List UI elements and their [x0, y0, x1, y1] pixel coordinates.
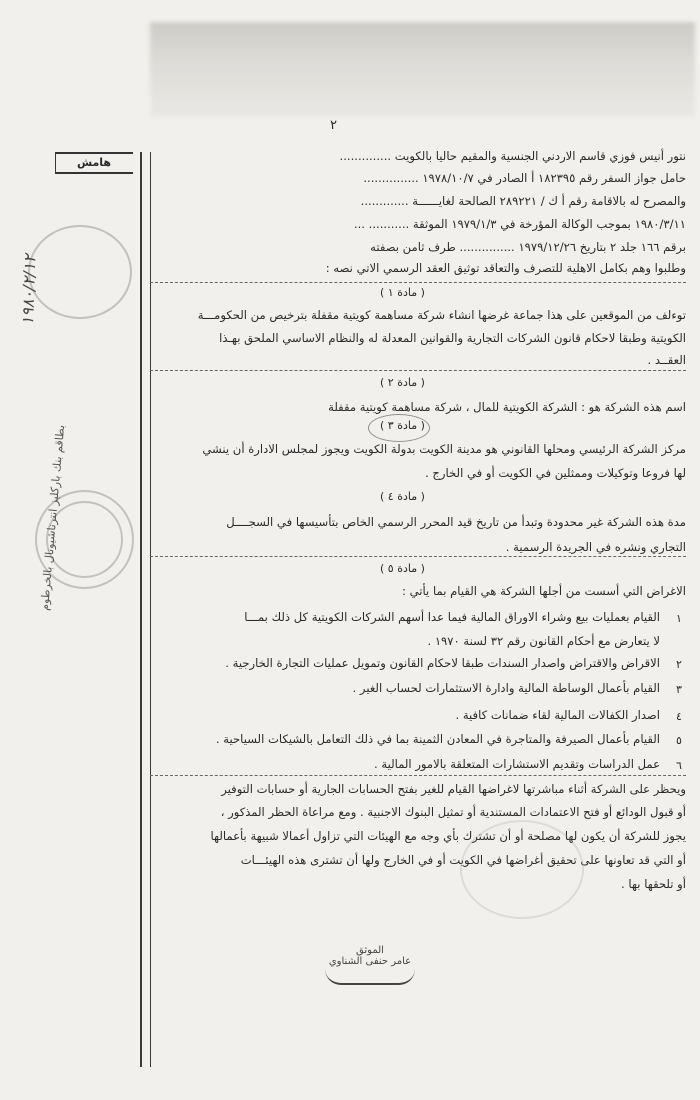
- dashed-rule: [150, 282, 686, 283]
- object-text-line: اصدار الكفالات المالية لقاء ضمانات كافية .: [455, 708, 660, 722]
- article-text-line: العقــد .: [647, 353, 686, 367]
- scanned-letterhead-area: [150, 22, 695, 117]
- preamble-line: برقم ١٦٦ جلد ٢ بتاريخ ١٩٧٩/١٢/٢٦ ............... طرف ثامن بصفته: [370, 240, 686, 254]
- handwritten-signature: [325, 969, 415, 985]
- closing-text-line: يجوز للشركة أن يكون لها مصلحة أو أن تشترك بأي وجه مع الهيئات التي تزاول أعمالا شبيهة بأعمالها: [210, 829, 686, 843]
- vertical-margin-stamp-text: بطاقم بنك باركليز انترناشيونال بالخرطوم: [38, 424, 68, 612]
- object-text-line: القيام بعمليات بيع وشراء الاوراق المالية فيما عدا أسهم الشركات الكويتية كل ذلك بمـــا: [244, 610, 660, 624]
- article-heading: ( مادة ٥ ): [380, 562, 425, 575]
- official-seal-stamp: [28, 225, 132, 319]
- margin-divider-inner: [150, 152, 151, 1067]
- object-number: ٢: [676, 658, 682, 671]
- faint-seal-watermark: [460, 820, 584, 919]
- article-text-line: التجاري ونشره في الجريدة الرسمية .: [505, 540, 686, 554]
- article-heading: ( مادة ١ ): [380, 286, 425, 299]
- preamble-line: ١٩٨٠/٣/١١ بموجب الوكالة المؤرخة في ١٩٧٩/١/٣ الموثقة ........... ...: [353, 217, 686, 231]
- margin-divider: [140, 152, 142, 1067]
- object-text-line: القيام بأعمال الوساطة المالية وادارة الاستثمارات لحساب الغير .: [352, 681, 660, 695]
- closing-text-line: أو تلحقها بها .: [621, 877, 686, 891]
- article-heading: ( مادة ٢ ): [380, 376, 425, 389]
- margin-header: هامش: [55, 152, 133, 174]
- preamble-line: والمصرح له بالاقامة رقم أ ك / ٢٨٩٢٢١ الصالحة لغايــــــة .............: [360, 194, 686, 208]
- dashed-rule: [150, 370, 686, 371]
- preamble-line: وطلبوا وهم بكامل الاهلية للتصرف والتعاقد توثيق العقد الرسمي الاتي نصه :: [325, 261, 686, 275]
- closing-text-line: أو التي قد تعاونها على تحقيق أغراضها في الكويت أو في الخارج ولها أن تشترى هذه الهيئـــات: [240, 853, 686, 867]
- margin-box-left: [55, 152, 56, 172]
- object-number: ٥: [676, 734, 682, 747]
- object-number: ١: [676, 612, 682, 625]
- object-text-line: عمل الدراسات وتقديم الاستشارات المتعلقة بالامور المالية .: [374, 757, 660, 771]
- article-text-line: مركز الشركة الرئيسي ومحلها القانوني هو مدينة الكويت بدولة الكويت ويجوز لمجلس الادارة أن ينشي: [202, 442, 686, 456]
- preamble-line: نتور أنيس فوزي قاسم الاردني الجنسية والمقيم حاليا بالكويت ..............: [339, 149, 686, 163]
- article-text-line: مدة هذه الشركة غير محدودة وتبدأ من تاريخ قيد المحرر الرسمي الخاص بتأسيسها في السجــــل: [226, 515, 686, 529]
- handwritten-margin-date: ١٩٨٠/٢/١٢: [18, 254, 40, 326]
- object-text-line: القيام بأعمال الصيرفة والمتاجرة في المعادن الثمينة بما في ذلك التعامل بالشيكات السياحية .: [215, 732, 660, 746]
- notary-signature-block: [325, 945, 415, 987]
- object-text-line: الاقراض والاقتراض واصدار السندات طبقا لاحكام القانون وتمويل عمليات التجارة الخارجية .: [225, 656, 660, 670]
- object-number: ٣: [676, 683, 682, 696]
- article-text-line: توءلف من الموقعين على هذا جماعة غرضها انشاء شركة مساهمة كويتية مقفلة بترخيص من الحكومـــة: [197, 308, 686, 322]
- article-text-line: اسم هذه الشركة هو : الشركة الكويتية للمال ، شركة مساهمة كويتية مقفلة: [328, 400, 686, 414]
- notary-name: عامر حنفى الشناوي: [328, 956, 412, 967]
- object-number: ٤: [676, 710, 682, 723]
- article-text-line: الكويتية وطبقا لاحكام قانون الشركات التجارية والقوانين المعدلة له والنظام الاساسي الملحق بهـذا: [219, 331, 686, 345]
- page-number: ٢: [330, 118, 337, 133]
- article-text-line: الاغراض التي أسست من أجلها الشركة هي القيام بما يأتي :: [402, 584, 686, 598]
- article-text-line: لها فروعا وتوكيلات وممثلين في الكويت أو في الخارج .: [425, 466, 686, 480]
- article-heading: ( مادة ٣ ): [380, 419, 425, 432]
- article-heading: ( مادة ٤ ): [380, 490, 425, 503]
- closing-text-line: ويحظر على الشركة أثناء مباشرتها لاغراضها القيام للغير بفتح الحسابات الجارية أو حسابات التوفير: [221, 782, 686, 796]
- object-number: ٦: [676, 759, 682, 772]
- notary-title: الموثق: [356, 945, 384, 956]
- dashed-rule: [150, 556, 686, 557]
- preamble-line: حامل جواز السفر رقم ١٨٢٣٩٥ أ الصادر في ١٩٧٨/١٠/٧ ...............: [363, 171, 686, 185]
- object-text-line: لا يتعارض مع أحكام القانون رقم ٣٢ لسنة ١٩٧٠ .: [427, 634, 660, 648]
- closing-text-line: أو قبول الودائع أو فتح الاعتمادات المستندية أو تمثيل البنوك الاجنبية . ومع مراعاة الحظر المذكور ،: [220, 805, 686, 819]
- dashed-rule: [150, 775, 686, 776]
